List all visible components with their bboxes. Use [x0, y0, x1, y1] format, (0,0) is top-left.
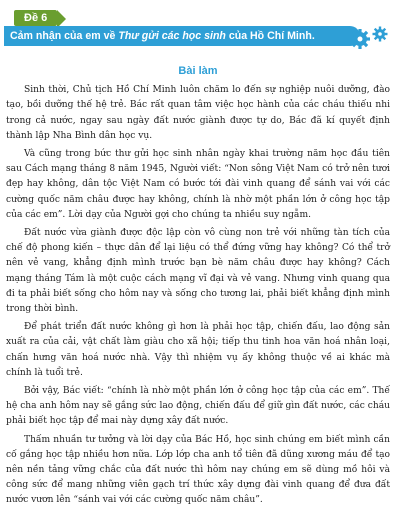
title-part1: Cảm nhận của em về — [10, 30, 119, 42]
badge-text: Đề 6 — [24, 12, 48, 24]
paragraph-6: Thấm nhuần tư tưởng và lời dạy của Bác Hồ, học sinh chúng em biết mình cần cố gắng học tập nhiều hơn nữa. Lớp lớp cha anh tổ tiên đã dũng xương máu để tạo nên nền tảng vững chắc của đất nước thì hôm nay chúng em sẽ dùng mồ hôi và công sức để mang những viên gạch trí thức xây dựng đài vinh quang để đưa đất nước vươn lên “sánh vai với các cường quốc năm châu”. — [6, 434, 390, 506]
essay-content — [6, 64, 390, 512]
paragraph-4: Để phát triển đất nước không gì hơn là phải học tập, chiến đấu, lao động sản xuất ra của cải, vật chất làm giàu cho xã hội; tiếp thu tinh hoa văn hoá nhân loại, chấn hưng văn hoá nước nhà. Vậy thì nhiệm vụ ấy không thuộc về ai khác mà chính là tuổi trẻ. — [6, 322, 390, 378]
paragraph-1: Sinh thời, Chủ tịch Hồ Chí Minh luôn chăm lo đến sự nghiệp nuôi dưỡng, đào tạo, bồi dưỡng thế hệ trẻ. Bác rất quan tâm việc học hành của các cháu thiếu nhi trong cả nước, ngay sau ngày đất nước giành được tự do, Bác đã kí quyết định thành lập Nha Bình dân học vụ. — [6, 85, 390, 141]
title-italic: Thư gửi các học sinh — [118, 30, 226, 42]
paragraph-2: Và cũng trong bức thư gửi học sinh nhân ngày khai trường năm học đầu tiên sau Cách mạng tháng 8 năm 1945, Người viết: “Non sông Việt Nam có trở nên tươi đẹp hay không, dân tộc Việt Nam có bước tới đài vinh quang để sánh vai với các cường quốc năm châu được hay không, chính là nhờ một phần lớn ở công học tập của các em”. Lời dạy của Người gợi cho chúng ta nhiều suy ngẫm. — [6, 149, 390, 220]
title-part2: của Hồ Chí Minh. — [225, 30, 315, 42]
paragraph-5: Bởi vậy, Bác viết: “chính là nhờ một phần lớn ở công học tập của các em”. Thế hệ cha anh hôm nay sẽ gắng sức lao động, chiến đấu để giữ gìn đất nước, các cháu phải biết học tập để mai này dựng xây đất nước. — [6, 386, 390, 427]
exam-badge — [14, 10, 57, 26]
essay-heading: Bài làm — [178, 65, 218, 77]
gear-icon — [346, 22, 394, 52]
exam-title — [4, 26, 360, 46]
paragraph-3: Đất nước vừa giành được độc lập còn vô cùng non trẻ với những tàn tích của chế độ phong kiến – thực dân để lại liệu có thể đứng vững hay không? Có thể trở nên vẻ vang, khẳng định mình trước bạn bè năm châu được hay không? Cách mạng tháng Tám là một cuộc cách mạng vĩ đại và vẻ vang. Nhưng vinh quang qua đi ta phải biết sống cho hôm nay và sống cho tương lai, phải biết khẳng định mình trong thời bình. — [6, 228, 390, 315]
